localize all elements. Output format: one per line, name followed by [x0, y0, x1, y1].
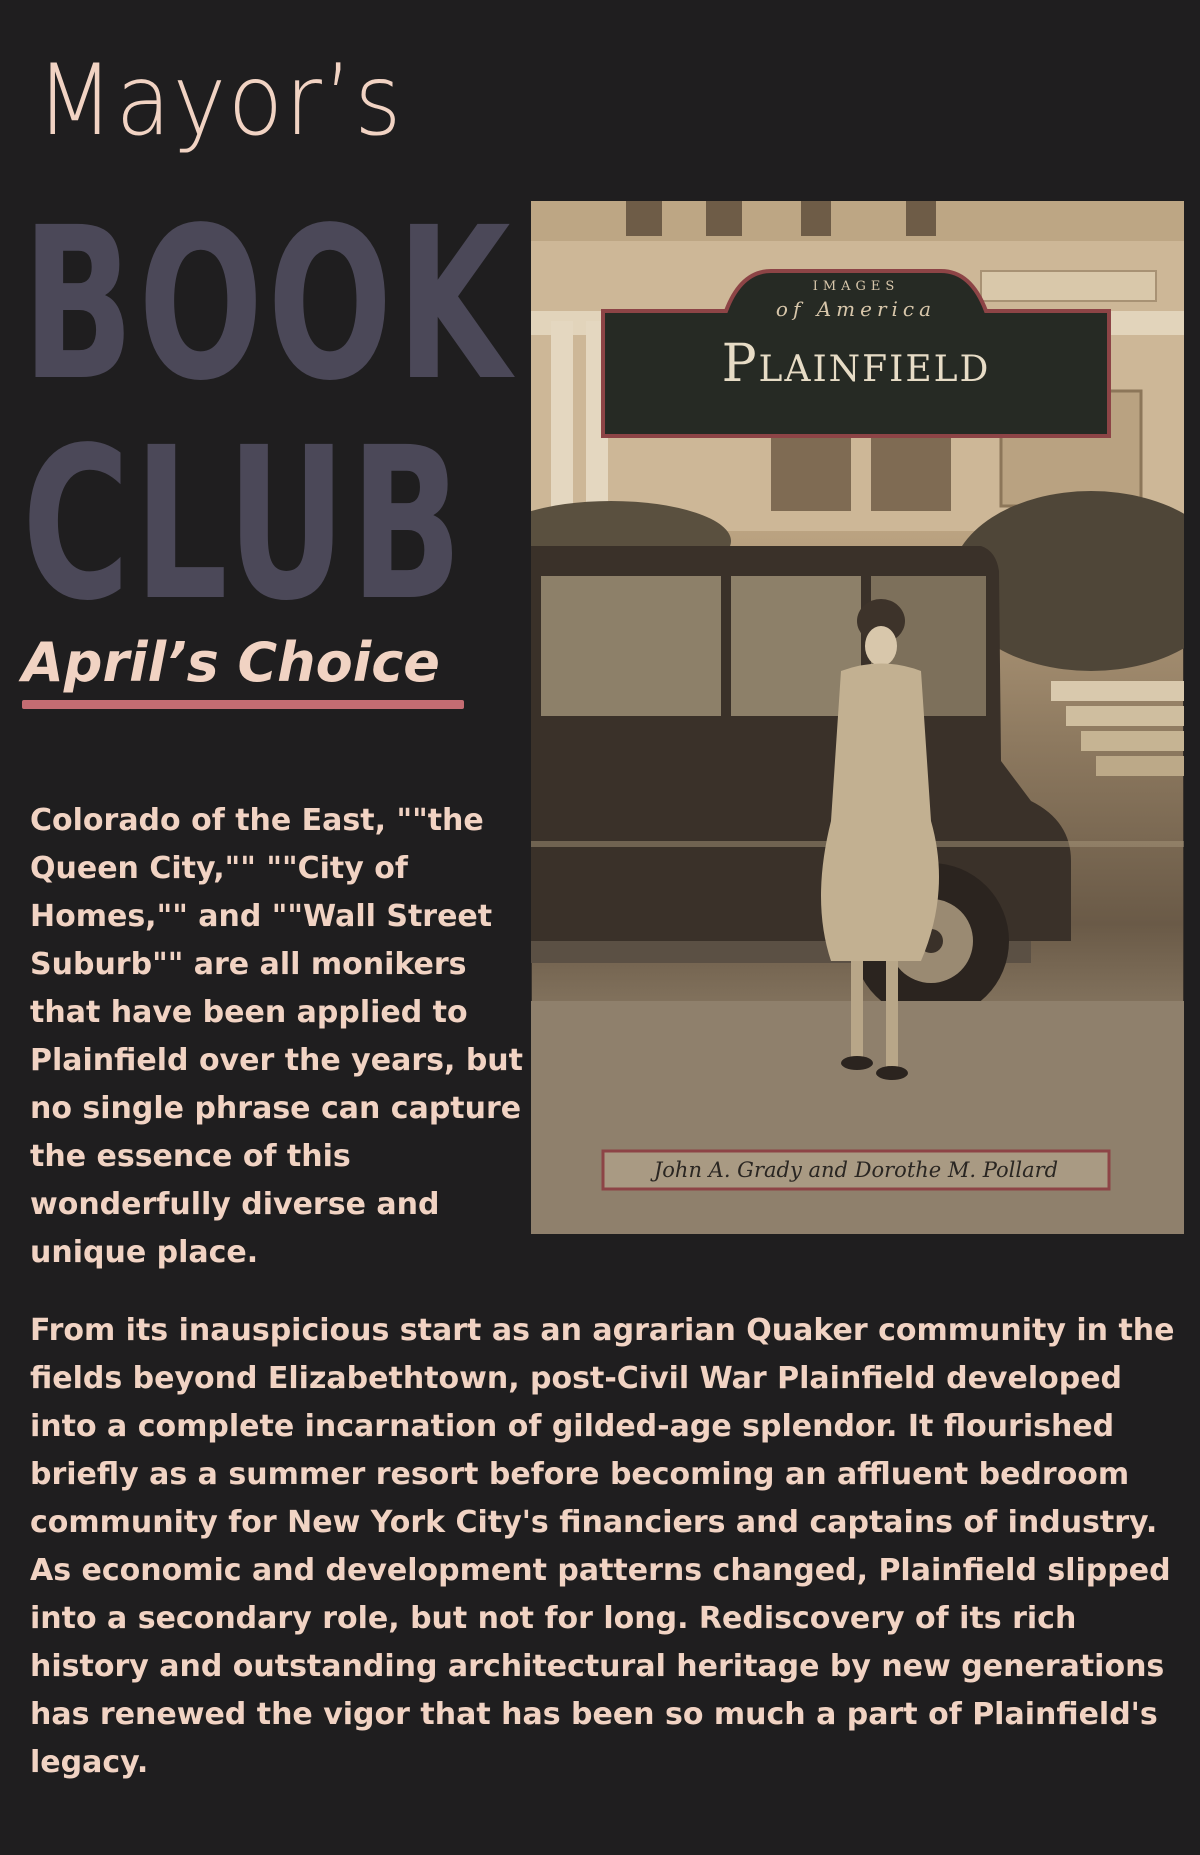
subtitle-underline: [22, 700, 464, 709]
cover-series-label: IMAGES: [812, 279, 900, 294]
cover-title: Plainfield: [721, 334, 991, 394]
title-book: BOOK: [22, 182, 515, 427]
cover-series-label-2: of America: [775, 297, 937, 321]
description-paragraph-1: Colorado of the East, ""the Queen City,"" ""City of Homes,"" and ""Wall Street Suburb"" are all monikers that have been applied to Plainfield over the years, but no single phrase can capture the essence of this wonderfully diverse and unique place.: [30, 803, 523, 1270]
description-paragraph-2: From its inauspicious start as an agrarian Quaker community in the fields beyond Elizabethtown, post-Civil War Plainfield developed into a complete incarnation of gilded-age splendor. It flourished briefly as a summer resort before becoming an affluent bedroom community for New York City's financiers and captains of industry. As economic and development patterns changed, Plainfield slipped into a secondary role, but not for long. Rediscovery of its rich history and outstanding architectural heritage by new generations has renewed the vigor that has been so much a part of Plainfield's legacy.: [30, 1313, 1175, 1780]
cover-authors: John A. Grady and Dorothe M. Pollard: [653, 1158, 1059, 1182]
book-cover-image: [531, 201, 1184, 1234]
title-club: CLUB: [22, 402, 467, 647]
subtitle-aprils-choice: April’s Choice: [22, 631, 440, 694]
header-kicker: Mayor’s: [36, 44, 404, 158]
